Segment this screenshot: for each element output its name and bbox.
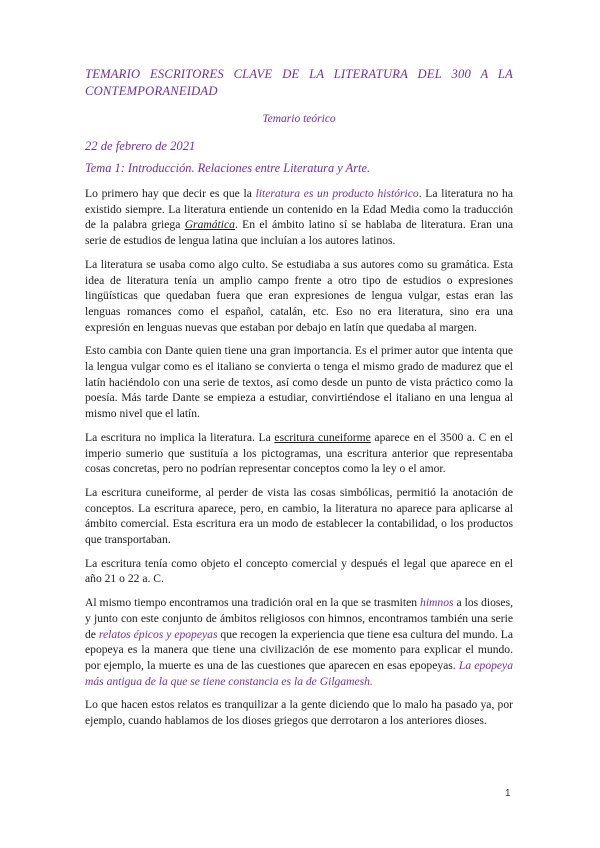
highlight-relatos-epicos: relatos épicos y epopeyas (98, 627, 218, 641)
paragraph-text: La escritura no implica la literatura. La (85, 430, 275, 444)
document-title: TEMARIO ESCRITORES CLAVE DE LA LITERATURA DEL 300 A LA CONTEMPORANEIDAD (85, 67, 513, 98)
paragraph-text: a los dioses, y junto con este conjunto de ámbitos religiosos con himnos, encontramos también una serie de (85, 596, 513, 641)
paragraph-3: Esto cambia con Dante quien tiene una gran importancia. Es el primer autor que intenta que la lengua vulgar como es el italiano se convierta o tenga el mismo grado de madurez que el latín haciéndolo con una serie de textos, así como desde un punto de vista práctico como la poesía. Más tarde Dante se empieza a estudiar, convirtiéndose el italiano en una lengua al mismo nivel que el latín. (85, 344, 513, 421)
page-content (85, 66, 513, 729)
paragraph-text: Lo primero hay que decir es que la (85, 187, 256, 200)
paragraph-8: Lo que hacen estos relatos es tranquilizar a la gente diciendo que lo malo ha pasado ya, por ejemplo, cuando hablamos de los dioses griegos que derrotaron a los anteriores dioses. (85, 698, 513, 728)
highlight-literatura-historica: literatura es un producto histórico (255, 187, 419, 200)
term-gramatica: Gramática (184, 218, 235, 232)
paragraph-text: Al mismo tiempo encontramos una tradición oral en la que se trasmiten (85, 596, 421, 610)
paragraph-text: que recogen la experiencia que tiene esa cultura del mundo. La epopeya es la manera que tiene una civilización de ese momento para explicar el mundo. por ejemplo, la muerte es una de las cuestiones que aparecen en esas epopeyas. (85, 627, 513, 672)
term-escritura-cuneiforme: escritura cuneiforme (274, 430, 371, 444)
section-heading: Tema 1: Introducción. Relaciones entre Literatura y Arte. (85, 161, 371, 175)
paragraph-2: La literatura se usaba como algo culto. Se estudiaba a sus autores como su gramática. Esta idea de literatura tenía un amplio campo frente a otro tipo de estudios o expresiones lingüísticas que quedaban fuera que eran expresiones de lengua vulgar, estas eran las lenguas romances como el español, catalán, etc. Eso no era literatura, sino era una expresión en lenguas nuevas que estaban por debajo en latín que quedaba al margen. (85, 257, 513, 334)
paragraph-5: La escritura cuneiforme, al perder de vista las cosas simbólicas, permitió la anotación de conceptos. La escritura aparece, pero, en cambio, la literatura no aparece para aplicarse al ámbito comercial. Esta escritura era un modo de establecer la contabilidad, o los productos que transportaban. (85, 485, 513, 547)
paragraph-4 (85, 430, 513, 477)
document-date: 22 de febrero de 2021 (85, 139, 196, 153)
paragraph-6: La escritura tenía como objeto el concepto comercial y después el legal que aparece en el año 21 o 22 a. C. (85, 556, 513, 586)
highlight-gilgamesh: La epopeya más antigua de la que se tiene constancia es la de Gilgamesh. (85, 658, 514, 688)
paragraph-text: aparece en el 3500 a. C en el imperio sumerio que sustituía a los pictogramas, una escritura anterior que representaba cosas concretas, pero no podrían representar conceptos como la ley o el amor. (85, 430, 513, 476)
document-subtitle: Temario teórico (262, 113, 336, 125)
page-number: 1 (505, 788, 511, 799)
paragraph-1 (85, 186, 513, 249)
paragraph-text: . La literatura no ha existido siempre. La literatura entiende un contenido en la Edad Media como la traducción de la palabra griega (85, 187, 513, 232)
paragraph-7 (85, 595, 513, 689)
paragraph-text: . En el ámbito latino sí se hablaba de literatura. Eran una serie de estudios de lengua latina que incluían a los autores latinos. (85, 218, 513, 248)
highlight-himnos: himnos (420, 596, 454, 610)
